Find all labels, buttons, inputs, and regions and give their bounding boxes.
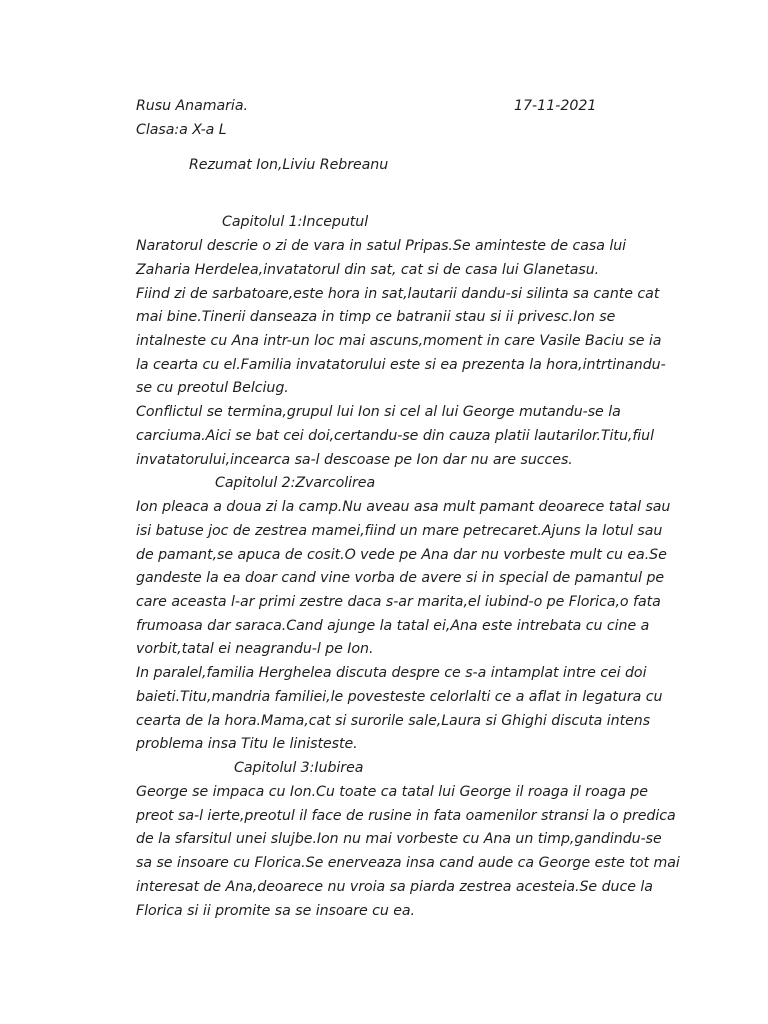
text-line: cearta de la hora.Mama,cat si surorile sale,Laura si Ghighi discuta intens (136, 713, 651, 729)
text-line: Ion pleaca a doua zi la camp.Nu aveau asa mult pamant deoarece tatal sau (136, 499, 671, 515)
document-title: Rezumat Ion,Liviu Rebreanu (189, 157, 389, 173)
text-line: mai bine.Tinerii danseaza in timp ce batranii stau si ii privesc.Ion se (136, 309, 616, 325)
text-line: Florica si ii promite sa se insoare cu ea. (136, 903, 416, 919)
text-line: Fiind zi de sarbatoare,este hora in sat,lautarii dandu-si silinta sa cante cat (136, 286, 660, 302)
text-line: vorbit,tatal ei neagrandu-l pe Ion. (136, 641, 374, 657)
text-line: interesat de Ana,deoarece nu vroia sa piarda zestrea acesteia.Se duce la (136, 879, 653, 895)
text-line: George se impaca cu Ion.Cu toate ca tatal lui George il roaga il roaga pe (136, 784, 648, 800)
author-name: Rusu Anamaria. (136, 98, 248, 114)
document-date: 17-11-2021 (514, 98, 597, 114)
text-line: se cu preotul Belciug. (136, 380, 289, 396)
text-line: problema insa Titu le linisteste. (136, 736, 358, 752)
text-line: de la sfarsitul unei slujbe.Ion nu mai vorbeste cu Ana un timp,gandindu-se (136, 831, 662, 847)
text-line: de pamant,se apuca de cosit.O vede pe Ana dar nu vorbeste mult cu ea.Se (136, 547, 667, 563)
chapter-1-heading: Capitolul 1:Inceputul (222, 214, 369, 230)
text-line: frumoasa dar saraca.Cand ajunge la tatal ei,Ana este intrebata cu cine a (136, 618, 650, 634)
chapter-3-heading: Capitolul 3:Iubirea (234, 760, 364, 776)
text-line: isi batuse joc de zestrea mamei,fiind un mare petrecaret.Ajuns la lotul sau (136, 523, 663, 539)
text-line: intalneste cu Ana intr-un loc mai ascuns,moment in care Vasile Baciu se ia (136, 333, 662, 349)
text-line: baieti.Titu,mandria familiei,le povesteste celorlalti ce a aflat in legatura cu (136, 689, 663, 705)
text-line: gandeste la ea doar cand vine vorba de avere si in special de pamantul pe (136, 570, 665, 586)
text-line: preot sa-l ierte,preotul il face de rusine in fata oamenilor stransi la o predica (136, 808, 676, 824)
text-line: care aceasta l-ar primi zestre daca s-ar marita,el iubind-o pe Florica,o fata (136, 594, 661, 610)
text-line: carciuma.Aici se bat cei doi,certandu-se din cauza platii lautarilor.Titu,fiul (136, 428, 655, 444)
text-line: invatatorului,incearca sa-l descoase pe Ion dar nu are succes. (136, 452, 573, 468)
text-line: sa se insoare cu Florica.Se enerveaza insa cand aude ca George este tot mai (136, 855, 680, 871)
text-line: Naratorul descrie o zi de vara in satul Pripas.Se aminteste de casa lui (136, 238, 627, 254)
chapter-2-heading: Capitolul 2:Zvarcolirea (215, 475, 376, 491)
text-line: la cearta cu el.Familia invatatorului este si ea prezenta la hora,intrtinandu- (136, 357, 666, 373)
class-label: Clasa:a X-a L (136, 122, 227, 138)
text-line: In paralel,familia Herghelea discuta despre ce s-a intamplat intre cei doi (136, 665, 647, 681)
text-line: Conflictul se termina,grupul lui Ion si cel al lui George mutandu-se la (136, 404, 621, 420)
text-line: Zaharia Herdelea,invatatorul din sat, cat si de casa lui Glanetasu. (136, 262, 600, 278)
